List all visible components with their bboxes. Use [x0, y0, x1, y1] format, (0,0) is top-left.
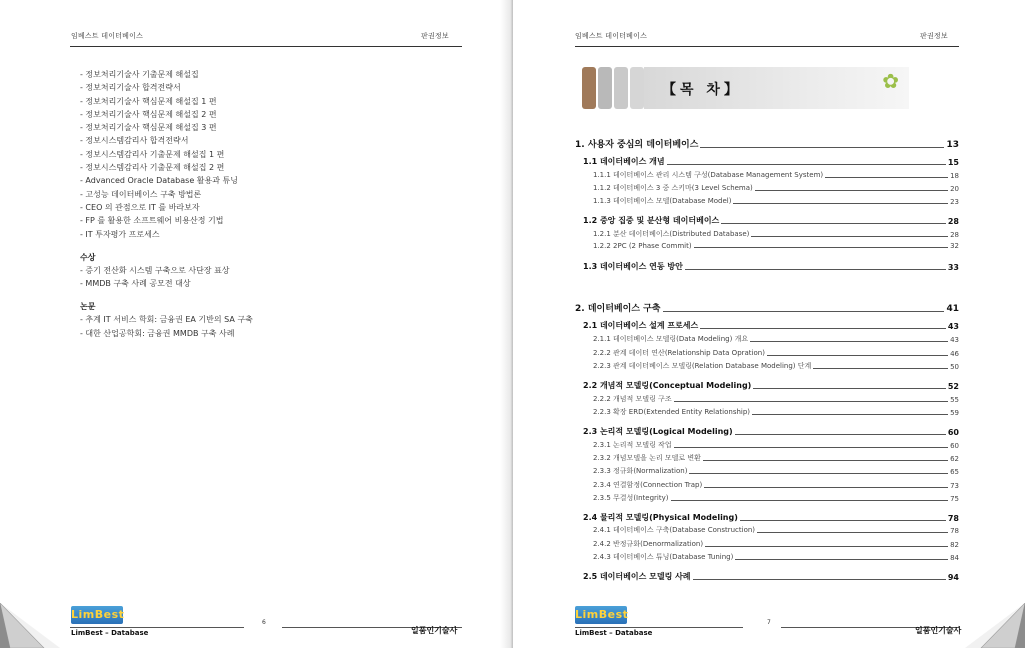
- toc-entry-title: 1.2.2 2PC (2 Phase Commit): [593, 242, 692, 250]
- toc-entry[interactable]: [575, 196, 959, 206]
- toc-entry-title: 1.1.3 데이터베이스 모델(Database Model): [593, 197, 732, 205]
- toc-entry-page: 43: [947, 322, 959, 331]
- toc-entry[interactable]: [575, 440, 959, 450]
- toc-entry-page: 60: [947, 428, 959, 437]
- toc-entry[interactable]: [575, 361, 959, 371]
- toc-leader-line: [667, 164, 946, 165]
- toc-entry-title: 2.3.5 무결성(Integrity): [593, 494, 669, 502]
- toc-entry-title: 1.2.1 분산 데이터베이스(Distributed Database): [593, 230, 750, 238]
- toc-entry[interactable]: [575, 170, 959, 180]
- toc-entry[interactable]: [575, 261, 959, 272]
- toc-leader-line: [674, 447, 948, 448]
- toc-entry-title: 1. 사용자 중심의 데이터베이스: [575, 140, 699, 150]
- footer-right: 일품인기술사: [411, 626, 458, 635]
- toc-entry-title: 2.3.4 연결함정(Connection Trap): [593, 481, 703, 489]
- toc-entry[interactable]: [575, 348, 959, 358]
- toc-entry-page: 46: [950, 350, 959, 358]
- toc-entry-page: 18: [950, 172, 959, 180]
- toc-entry-page: 13: [946, 140, 959, 150]
- toc-entry-title: 1.1 데이터베이스 개념: [583, 157, 665, 166]
- toc-entry-page: 65: [950, 468, 959, 476]
- footer-rule: [575, 627, 743, 628]
- list-item: - 고성능 데이터베이스 구축 방법론: [80, 189, 202, 199]
- toc-entry[interactable]: [575, 571, 959, 582]
- toc-entry-title: 2.3.3 정규화(Normalization): [593, 467, 688, 475]
- toc-entry-title: 2.4.3 데이터베이스 튜닝(Database Tuning): [593, 553, 734, 561]
- toc-leader-line: [704, 487, 948, 488]
- page-curl-icon[interactable]: [0, 603, 60, 648]
- toc-leader-line: [693, 579, 946, 580]
- toc-entry-page: 60: [950, 442, 959, 450]
- toc-entry[interactable]: [575, 301, 959, 314]
- toc-entry-title: 2. 데이터베이스 구축: [575, 304, 661, 314]
- list-item: - 정보시스템감리사 기출문제 해설집 2 편: [80, 163, 225, 173]
- list-item: - FP 를 활용한 소프트웨어 비용산정 기법: [80, 216, 224, 226]
- toc-leader-line: [733, 203, 948, 204]
- toc-entry-title: 2.3.2 개념모델을 논리 모델로 변환: [593, 454, 701, 462]
- toc-entry-title: 2.4 물리적 모델링(Physical Modeling): [583, 513, 738, 522]
- footer-rule: [70, 627, 244, 628]
- toc-entry-title: 2.2 개념적 모델링(Conceptual Modeling): [583, 381, 752, 390]
- page-number: 7: [767, 619, 771, 626]
- toc-entry-title: 2.1 데이터베이스 설계 프로세스: [583, 321, 699, 330]
- list-item: - 정보처리기술사 기출문제 해설집: [80, 70, 199, 79]
- toc-leader-line: [750, 341, 948, 342]
- toc-entry-page: 82: [950, 541, 959, 549]
- toc-entry[interactable]: [575, 493, 959, 503]
- toc-leader-line: [703, 460, 948, 461]
- toc-entry-title: 2.5 데이터베이스 모델링 사례: [583, 572, 691, 581]
- toc-entry-page: 15: [947, 158, 959, 167]
- list-item: - IT 투자평가 프로세스: [80, 229, 160, 239]
- list-item: - 추계 IT 서비스 학회: 금융권 EA 기반의 SA 구축: [80, 315, 253, 325]
- toc-entry-title: 2.3.1 논리적 모델링 작업: [593, 441, 672, 449]
- toc-entry-title: 1.3 데이터베이스 연동 방안: [583, 262, 683, 271]
- list-item: - 정보처리기술사 핵심문제 해설집 1 편: [80, 96, 217, 106]
- toc-entry-page: 78: [947, 514, 959, 523]
- toc-entry[interactable]: [575, 539, 959, 549]
- toc-entry[interactable]: [575, 229, 959, 239]
- toc-entry-page: 55: [950, 396, 959, 404]
- toc-entry[interactable]: [575, 380, 959, 391]
- toc-entry-page: 33: [947, 263, 959, 272]
- toc-entry-page: 50: [950, 363, 959, 371]
- toc-entry-page: 84: [950, 554, 959, 562]
- list-item: - CEO 의 관점으로 IT 를 바라보자: [80, 202, 200, 212]
- limbest-logo: LimBest: [575, 606, 627, 624]
- flower-icon: ✿: [882, 69, 899, 93]
- page-curl-icon[interactable]: [965, 603, 1025, 648]
- toc-leader-line: [755, 190, 948, 191]
- toc-entry-page: 23: [950, 198, 959, 206]
- list-item: - Advanced Oracle Database 활용과 튜닝: [80, 176, 238, 186]
- toc-entry[interactable]: [575, 156, 959, 167]
- toc-entry-title: 2.2.2 관계 데이터 연산(Relationship Data Opration): [593, 349, 765, 357]
- footer-left: LimBest – Database: [575, 629, 653, 637]
- toc-entry[interactable]: [575, 394, 959, 404]
- toc-entry-title: 1.1.2 데이터베이스 3 중 스키마(3 Level Schema): [593, 184, 753, 192]
- toc-entry-page: 62: [950, 455, 959, 463]
- toc-entry[interactable]: [575, 453, 959, 463]
- toc-leader-line: [700, 147, 944, 148]
- toc-leader-line: [753, 388, 946, 389]
- list-item: - 정보처리기술사 핵심문제 해설집 3 편: [80, 123, 217, 133]
- toc-leader-line: [685, 269, 946, 270]
- toc-leader-line: [700, 328, 946, 329]
- toc-leader-line: [671, 500, 949, 501]
- toc-leader-line: [767, 355, 948, 356]
- section-heading: 논문: [80, 302, 96, 312]
- toc-leader-line: [757, 532, 948, 533]
- toc-entry[interactable]: [575, 552, 959, 562]
- toc-leader-line: [735, 559, 948, 560]
- section-heading: 수상: [80, 252, 96, 262]
- toc-entry-page: 28: [947, 217, 959, 226]
- running-head-right: 판권정보: [920, 32, 948, 40]
- toc-leader-line: [813, 368, 948, 369]
- toc-entry-page: 43: [950, 336, 959, 344]
- toc-leader-line: [721, 223, 946, 224]
- toc-leader-line: [735, 434, 946, 435]
- toc-leader-line: [751, 236, 948, 237]
- toc-entry[interactable]: [575, 407, 959, 417]
- table-of-contents: [575, 0, 962, 648]
- running-head: 임베스트 데이터베이스: [575, 32, 648, 40]
- toc-entry[interactable]: [575, 512, 959, 523]
- list-item: - 정보처리기술사 합격전략서: [80, 83, 181, 93]
- page-number: 6: [262, 619, 266, 626]
- toc-leader-line: [752, 414, 948, 415]
- toc-entry[interactable]: [575, 480, 959, 490]
- toc-entry[interactable]: [575, 525, 959, 535]
- list-item: - MMDB 구축 사례 공모전 대상: [80, 279, 191, 289]
- toc-entry-title: 1.1.1 데이터베이스 관리 시스템 구성(Database Management System): [593, 171, 824, 179]
- toc-entry-title: 2.1.1 데이터베이스 모델링(Data Modeling) 개요: [593, 335, 749, 343]
- toc-entry-title: 2.2.3 관계 데이터베이스 모델링(Relation Database Modeling) 단계: [593, 362, 812, 370]
- toc-entry-page: 41: [946, 304, 959, 314]
- toc-entry[interactable]: [575, 137, 959, 150]
- toc-entry-title: 2.3 논리적 모델링(Logical Modeling): [583, 427, 733, 436]
- toc-title: 【목 차】: [662, 82, 742, 98]
- toc-leader-line: [689, 473, 948, 474]
- header-rule: [70, 46, 462, 47]
- toc-entry[interactable]: [575, 320, 959, 331]
- footer-right: 일품인기술사: [915, 626, 962, 635]
- list-item: - 정보시스템감리사 합격전략서: [80, 136, 189, 146]
- toc-entry-page: 94: [947, 573, 959, 582]
- toc-entry[interactable]: [575, 426, 959, 437]
- list-item: - 대한 산업공학회: 금융권 MMDB 구축 사례: [80, 328, 235, 338]
- toc-leader-line: [663, 311, 945, 312]
- limbest-logo: LimBest: [71, 606, 123, 624]
- toc-entry-page: 59: [950, 409, 959, 417]
- toc-entry-title: 2.2.3 확장 ERD(Extended Entity Relationship): [593, 408, 751, 416]
- toc-entry-title: 2.4.1 데이터베이스 구축(Database Construction): [593, 526, 756, 534]
- list-item: - 증기 전산화 시스템 구축으로 사단장 표상: [80, 265, 230, 275]
- toc-entry-page: 78: [950, 527, 959, 535]
- toc-leader-line: [825, 177, 948, 178]
- toc-entry[interactable]: [575, 334, 959, 344]
- left-page: [0, 0, 512, 648]
- list-item: - 정보시스템감리사 기출문제 해설집 1 편: [80, 149, 225, 159]
- author-profile: [80, 68, 253, 340]
- footer-left: LimBest – Database: [71, 629, 149, 637]
- toc-entry[interactable]: [575, 183, 959, 193]
- toc-entry[interactable]: [575, 242, 959, 250]
- toc-entry-title: 2.4.2 반정규화(Denormalization): [593, 540, 704, 548]
- right-page: [513, 0, 1025, 648]
- list-item: - 정보처리기술사 핵심문제 해설집 2 편: [80, 109, 217, 119]
- toc-entry[interactable]: [575, 466, 959, 476]
- running-head: 임베스트 데이터베이스: [71, 32, 144, 40]
- toc-entry-page: 52: [947, 382, 959, 391]
- toc-entry-page: 75: [950, 495, 959, 503]
- toc-entry-page: 32: [950, 242, 959, 250]
- toc-entry[interactable]: [575, 215, 959, 226]
- toc-entry-page: 73: [950, 482, 959, 490]
- toc-entry-title: 1.2 중앙 집중 및 분산형 데이터베이스: [583, 216, 720, 225]
- toc-entry-title: 2.2.2 개념적 모델링 구조: [593, 395, 672, 403]
- running-head-right: 판권정보: [421, 32, 449, 40]
- toc-entry-page: 20: [950, 185, 959, 193]
- toc-leader-line: [694, 247, 948, 248]
- toc-leader-line: [705, 546, 948, 547]
- toc-leader-line: [740, 520, 946, 521]
- toc-entry-page: 28: [950, 231, 959, 239]
- toc-leader-line: [674, 401, 948, 402]
